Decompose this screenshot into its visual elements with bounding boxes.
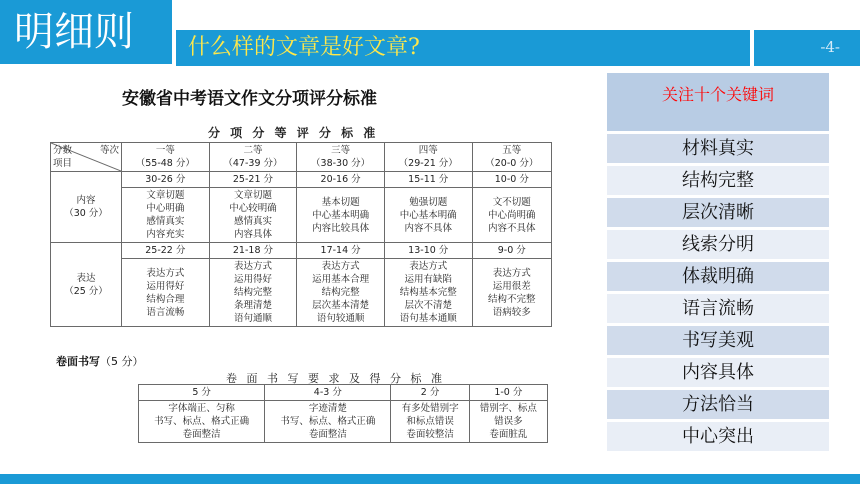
- criteria-cell: 文章切题 中心较明确 感情真实 内容具体: [209, 188, 297, 243]
- row-label-expression: 表达 （25 分）: [51, 243, 122, 327]
- grade-header: 五等 （20-0 分）: [472, 143, 551, 172]
- criteria-cell: 表达方式 运用得好 结构合理 语言流畅: [122, 259, 210, 327]
- keyword-item: 体裁明确: [606, 261, 830, 292]
- criteria-cell: 有多处错别字 和标点错误 卷面较整洁: [391, 401, 469, 443]
- keyword-item: 书写美观: [606, 325, 830, 356]
- page-number: -4-: [820, 38, 840, 56]
- score-cell: 2 分: [391, 385, 469, 401]
- score-cell: 5 分: [139, 385, 265, 401]
- corner-top-left: 分数: [53, 145, 73, 156]
- criteria-cell: 表达方式 运用基本合理 结构完整 层次基本清楚 语句较通顺: [297, 259, 385, 327]
- criteria-cell: 字迹清楚 书写、标点、格式正确 卷面整洁: [265, 401, 391, 443]
- keyword-item: 层次清晰: [606, 197, 830, 228]
- handwriting-table-title: 卷 面 书 写 要 求 及 得 分 标 准: [226, 372, 445, 385]
- score-cell: 25-22 分: [122, 243, 210, 259]
- score-cell: 4-3 分: [265, 385, 391, 401]
- table1-title: 分 项 分 等 评 分 标 准: [208, 126, 379, 140]
- title-bar: [176, 30, 860, 66]
- criteria-cell: 错别字、标点 错误多 卷面脏乱: [469, 401, 547, 443]
- score-cell: 15-11 分: [384, 172, 472, 188]
- keyword-item: 材料真实: [606, 133, 830, 164]
- score-cell: 30-26 分: [122, 172, 210, 188]
- scoring-table: [50, 142, 552, 327]
- grade-header: 二等 （47-39 分）: [209, 143, 297, 172]
- handwriting-heading: 卷面书写（5 分）: [56, 355, 144, 368]
- slide-title: 什么样的文章是好文章?: [188, 35, 420, 60]
- section-label: 明细则: [14, 9, 134, 55]
- keywords-heading: 关注十个关键词: [661, 85, 774, 104]
- grade-header: 四等 （29-21 分）: [384, 143, 472, 172]
- score-cell: 25-21 分: [209, 172, 297, 188]
- criteria-cell: 文章切题 中心明确 感情真实 内容充实: [122, 188, 210, 243]
- divider: [750, 30, 754, 66]
- keyword-item: 方法恰当: [606, 389, 830, 420]
- corner-top-right: 等次: [99, 145, 119, 156]
- score-cell: 20-16 分: [297, 172, 385, 188]
- handwriting-table: [138, 384, 548, 443]
- score-cell: 13-10 分: [384, 243, 472, 259]
- corner-bottom: 项目: [53, 158, 73, 169]
- criteria-cell: 字体端正、匀称 书写、标点、格式正确 卷面整洁: [139, 401, 265, 443]
- keyword-item: 语言流畅: [606, 293, 830, 324]
- keyword-item: 线索分明: [606, 229, 830, 260]
- table-corner-cell: [51, 143, 122, 172]
- criteria-cell: 表达方式 运用有缺陷 结构基本完整 层次不清楚 语句基本通顺: [384, 259, 472, 327]
- scoring-document: [50, 78, 590, 458]
- document-title: 安徽省中考语文作文分项评分标准: [122, 89, 377, 109]
- grade-header: 一等 （55-48 分）: [122, 143, 210, 172]
- footer-bar: [0, 474, 860, 484]
- keyword-item: 内容具体: [606, 357, 830, 388]
- criteria-cell: 勉强切题 中心基本明确 内容不具体: [384, 188, 472, 243]
- criteria-cell: 基本切题 中心基本明确 内容比较具体: [297, 188, 385, 243]
- criteria-cell: 文不切题 中心尚明确 内容不具体: [472, 188, 551, 243]
- score-cell: 1-0 分: [469, 385, 547, 401]
- criteria-cell: 表达方式 运用得好 结构完整 条理清楚 语句通顺: [209, 259, 297, 327]
- score-cell: 17-14 分: [297, 243, 385, 259]
- keywords-panel: [606, 72, 830, 452]
- section-badge: [0, 0, 172, 64]
- keyword-item: 中心突出: [606, 421, 830, 452]
- keyword-item: 结构完整: [606, 165, 830, 196]
- criteria-cell: 表达方式 运用很差 结构不完整 语病较多: [472, 259, 551, 327]
- grade-header: 三等 （38-30 分）: [297, 143, 385, 172]
- keywords-heading-box: [606, 72, 830, 132]
- score-cell: 21-18 分: [209, 243, 297, 259]
- row-label-content: 内容 （30 分）: [51, 172, 122, 243]
- score-cell: 9-0 分: [472, 243, 551, 259]
- score-cell: 10-0 分: [472, 172, 551, 188]
